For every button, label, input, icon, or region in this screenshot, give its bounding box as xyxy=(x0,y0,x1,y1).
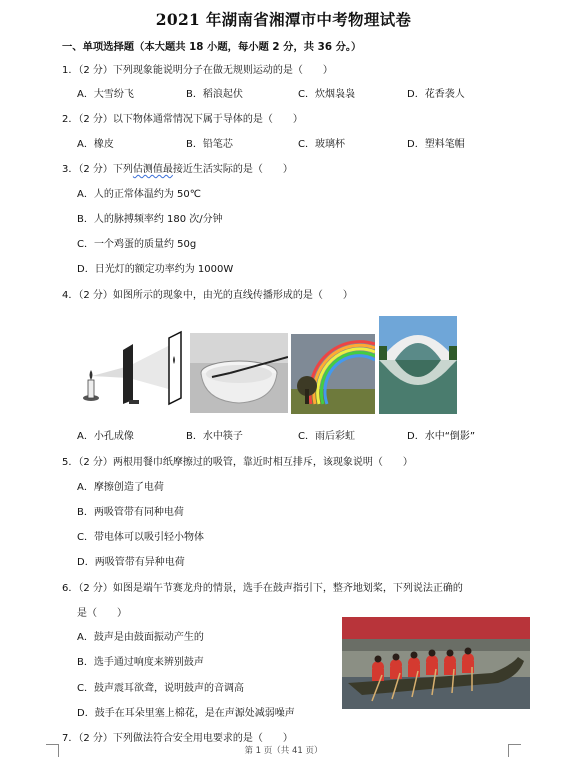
rainbow-photo xyxy=(291,334,375,414)
question-6-stem-cont: 是（ ） xyxy=(77,608,127,619)
pinhole-camera-figure xyxy=(77,330,187,410)
q4-option-b[interactable]: B．水中筷子 xyxy=(186,431,243,442)
q4-option-c[interactable]: C．雨后彩虹 xyxy=(298,431,355,442)
q1-option-b[interactable]: B．稻浪起伏 xyxy=(186,89,243,100)
q3-option-c[interactable]: C．一个鸡蛋的质量约 50g xyxy=(77,239,197,250)
bridge-reflection-photo xyxy=(379,316,457,414)
dragon-boat-photo xyxy=(342,617,530,709)
q2-option-d[interactable]: D．塑料笔帽 xyxy=(407,139,465,150)
question-3-stem xyxy=(62,164,293,176)
q4-option-d[interactable]: D．水中“倒影” xyxy=(407,431,476,442)
q3-option-b[interactable]: B．人的脉搏频率约 180 次/分钟 xyxy=(77,214,223,225)
q4-option-a[interactable]: A．小孔成像 xyxy=(77,431,134,442)
q6-option-d[interactable]: D．鼓手在耳朵里塞上棉花，是在声源处减弱噪声 xyxy=(77,708,295,719)
question-6-stem: 6．（2 分）如图是端午节赛龙舟的情景，选手在鼓声指引下，整齐地划桨，下列说法正确的 xyxy=(62,583,463,594)
page-title: 2021 年湖南省湘潭市中考物理试卷 xyxy=(155,10,412,29)
question-5-stem: 5．（2 分）两根用餐巾纸摩擦过的吸管，靠近时相互排斥，该现象说明（ ） xyxy=(62,457,413,468)
question-7-stem: 7．（2 分）下列做法符合安全用电要求的是（ ） xyxy=(62,733,293,744)
q3-option-d[interactable]: D．日光灯的额定功率约为 1000W xyxy=(77,264,234,275)
q2-option-c[interactable]: C．玻璃杯 xyxy=(298,139,345,150)
q6-option-c[interactable]: C．鼓声震耳欲聋，说明鼓声的音调高 xyxy=(77,683,244,694)
q2-option-b[interactable]: B．铅笔芯 xyxy=(186,139,233,150)
q6-option-a[interactable]: A．鼓声是由鼓面振动产生的 xyxy=(77,632,204,643)
section-heading: 一、单项选择题（本大题共 18 小题，每小题 2 分，共 36 分。） xyxy=(62,41,362,53)
q1-option-d[interactable]: D．花香袭人 xyxy=(407,89,465,100)
q3-option-a[interactable]: A．人的正常体温约为 50℃ xyxy=(77,189,201,200)
page-number-footer: 第 1 页（共 41 页） xyxy=(244,746,323,756)
q1-option-a[interactable]: A．大雪纷飞 xyxy=(77,89,134,100)
chopsticks-in-water-photo xyxy=(190,333,288,413)
question-2-stem: 2．（2 分）以下物体通常情况下属于导体的是（ ） xyxy=(62,114,303,125)
q5-option-d[interactable]: D．两吸管带有异种电荷 xyxy=(77,557,185,568)
question-4-stem: 4．（2 分）如图所示的现象中，由光的直线传播形成的是（ ） xyxy=(62,290,353,301)
q3-stem-part-b: 估测值最 xyxy=(132,164,173,175)
q5-option-a[interactable]: A．摩擦创造了电荷 xyxy=(77,482,164,493)
question-1-stem: 1．（2 分）下列现象能说明分子在做无规则运动的是（ ） xyxy=(62,65,333,76)
q1-option-c[interactable]: C．炊烟袅袅 xyxy=(298,89,355,100)
q6-option-b[interactable]: B．选手通过响度来辨别鼓声 xyxy=(77,657,204,668)
q3-stem-part-c: 接近生活实际的是（ ） xyxy=(172,164,293,175)
q3-stem-part-a: 3．（2 分）下列 xyxy=(62,164,133,175)
q2-option-a[interactable]: A．橡皮 xyxy=(77,139,114,150)
q5-option-b[interactable]: B．两吸管带有同种电荷 xyxy=(77,507,184,518)
q5-option-c[interactable]: C．带电体可以吸引轻小物体 xyxy=(77,532,204,543)
